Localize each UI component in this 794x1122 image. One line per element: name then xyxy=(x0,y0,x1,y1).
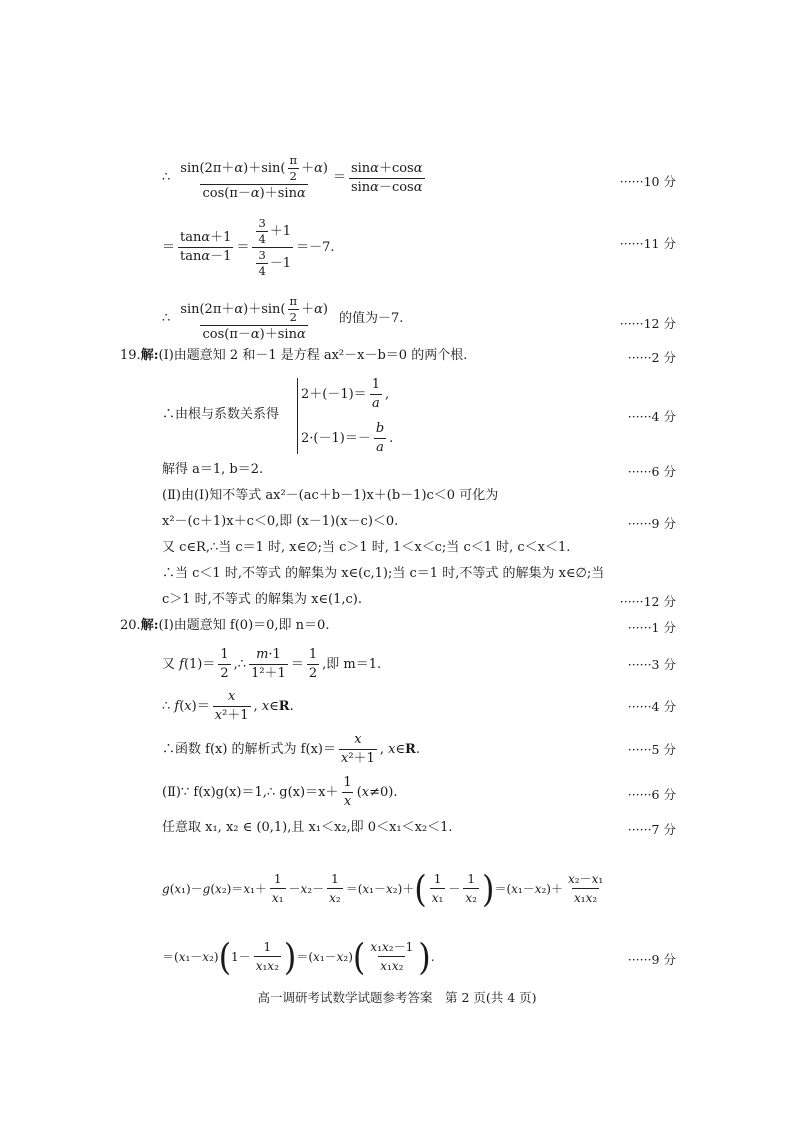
p19-line2-label xyxy=(162,405,279,425)
p20-solve-label: 解: xyxy=(140,618,159,633)
score-20-5: ······5 分 xyxy=(627,742,676,757)
p20-line2: 又 f(1)＝ $\frac{1}{2}$ ,∴ $\frac{m\cdot 1}{\text{1²＋1}}$ ＝ $\frac{1}{2}$ ,即 m＝1. xyxy=(162,647,382,681)
p20-line1 xyxy=(120,616,329,636)
eq18-conclusion: 的值为－7. xyxy=(338,311,404,326)
p19-line7: ∴当 c＜1 时,不等式 的解集为 x∈(c,1);当 c＝1 时,不等式 的解集为 x∈∅;当 xyxy=(162,566,605,581)
p19-vieta-text: ∴由根与系数关系得 xyxy=(162,407,280,422)
p19-line5: x²－(c＋1)x＋c＜0,即 (x－1)(x－c)＜0. xyxy=(162,514,399,529)
score-20-6: ······6 分 xyxy=(627,787,676,802)
page-footer: 高一调研考试数学试题参考答案 第 2 页(共 4 页) xyxy=(257,990,537,1005)
eq18-line1: ∴ sin(2π＋ α )＋sin( $\frac{\pi}{2}$ ＋ α ) cos(π－α)＋sinα ＝ $\frac{\sin\alpha+\cos\alpha}{\sin\alpha-\cos\alpha}$ xyxy=(162,153,423,201)
p20-line8: ＝(x₁－x₂) ( 1－ $\frac{1}{\text{x₁x₂}}$ ) ＝(x₁－x₂) ( $\frac{\text{x₁x₂－1}}{\text{x₁x₂}}$ ) . xyxy=(162,934,435,979)
score-20-9: ······9 分 xyxy=(627,952,676,967)
p19-line3: 解得 a＝1, b＝2. xyxy=(162,462,264,477)
p20-line3: ∴ f(x)＝ $\frac{x}{\text{x²＋1}}$ , x∈R. xyxy=(162,689,294,723)
p20-line6: 任意取 x₁, x₂ ∈ (0,1),且 x₁＜x₂,即 0＜x₁＜x₂＜1. xyxy=(162,820,453,835)
score-20-1: ······1 分 xyxy=(627,620,676,635)
p20-part2-text: (Ⅱ)∵ f(x)g(x)＝1,∴ g(x)＝x＋ xyxy=(162,784,339,800)
p19-system-eq2: 2·(－1)＝－ $\frac{b}{a}$ . xyxy=(301,421,394,455)
eq18-line3: ∴ sin(2π＋ α )＋sin( $\frac{\pi}{2}$ ＋ α ) cos(π－α)＋sinα 的值为－7. xyxy=(162,294,404,342)
score-19-12: ······12 分 xyxy=(619,594,676,609)
score-19-6: ······6 分 xyxy=(627,464,676,479)
p20-part1: (Ⅰ)由题意知 f(0)＝0,即 n＝0. xyxy=(158,618,330,633)
p19-number: 19. xyxy=(120,348,141,363)
score-18-10: ······10 分 xyxy=(619,174,676,189)
score-20-4: ······4 分 xyxy=(627,699,676,714)
eq18-line2: ＝ $\frac{\tan\alpha+1}{\tan\alpha-1}$ ＝ $\frac{3}{4}$ ＋1 $\frac{3}{4}$ －1 ＝－7. xyxy=(162,216,335,278)
score-20-3: ······3 分 xyxy=(627,657,676,672)
p19-line8: c＞1 时,不等式 的解集为 x∈(1,c). xyxy=(162,592,362,607)
score-20-7: ······7 分 xyxy=(627,822,676,837)
p19-part1: (Ⅰ)由题意知 2 和－1 是方程 ax²－x－b＝0 的两个根. xyxy=(158,348,468,363)
p19-system-eq1: 2＋(－1)＝ $\frac{1}{a}$ , xyxy=(301,377,390,411)
p19-line4: (Ⅱ)由(Ⅰ)知不等式 ax²－(ac＋b－1)x＋(b－1)c＜0 可化为 xyxy=(162,488,499,503)
score-19-4: ······4 分 xyxy=(627,409,676,424)
p20-line4: ∴函数 f(x) 的解析式为 f(x)＝ $\frac{x}{\text{x²＋1}}$ , x∈R. xyxy=(162,732,420,766)
p19-solve-label: 解: xyxy=(140,348,159,363)
score-19-2: ······2 分 xyxy=(627,350,676,365)
p20-m-result: ,即 m＝1. xyxy=(322,656,382,672)
p20-number: 20. xyxy=(120,618,141,633)
p20-line7: g(x₁)－g(x₂)＝x₁＋ $\frac{1}{\text{x₁}}$ －x₂－ $\frac{1}{\text{x₂}}$ ＝(x₁－x₂)＋ ( $\frac{1}{\text{x₁}}$ － $\frac{1}{\text{x₂}}$ ) ＝(x₁－x₂)＋ $\frac{\text{x₂－x₁}}{\text{x₁x₂}}$ xyxy=(162,866,604,911)
score-18-11: ······11 分 xyxy=(619,236,676,251)
p20-function-text: ∴函数 f(x) 的解析式为 f(x)＝ xyxy=(162,741,336,757)
p20-line5: (Ⅱ)∵ f(x)g(x)＝1,∴ g(x)＝x＋ $\frac{1}{x}$ (x≠0). xyxy=(162,775,398,809)
score-19-9: ······9 分 xyxy=(627,516,676,531)
score-18-12: ······12 分 xyxy=(619,316,676,331)
p19-line6: 又 c∈R,∴当 c＝1 时, x∈∅;当 c＞1 时, 1＜x＜c;当 c＜1 时, c＜x＜1. xyxy=(162,540,571,555)
p19-line1 xyxy=(120,346,467,366)
